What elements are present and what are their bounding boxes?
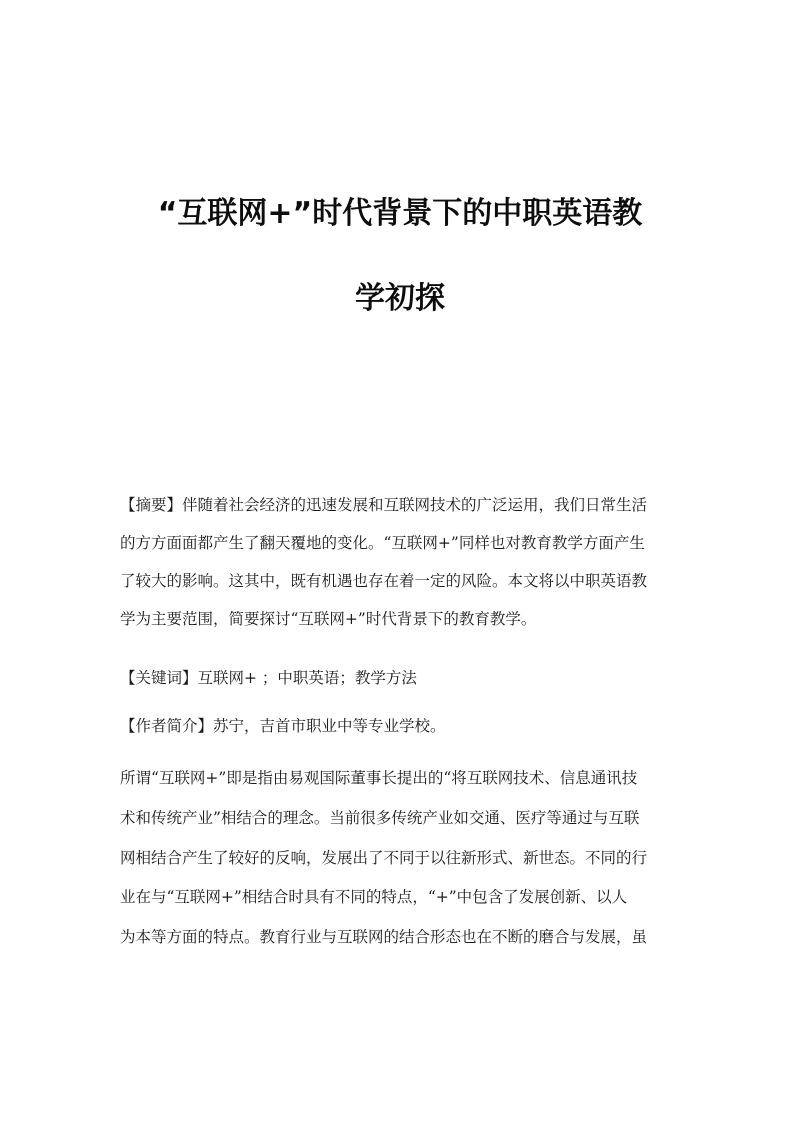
body-line: 为本等方面的特点。教育行业与互联网的结合形态也在不断的磨合与发展，虽 xyxy=(120,928,648,946)
abstract-line: 【摘要】伴随着社会经济的迅速发展和互联网技术的广泛运用，我们日常生活 xyxy=(120,496,648,514)
body-line: 术和传统产业”相结合的理念。当前很多传统产业如交通、医疗等通过与互联 xyxy=(120,809,640,827)
body-line: 所谓“互联网+”即是指由易观国际董事长提出的“将互联网技术、信息通讯技 xyxy=(120,769,638,787)
abstract-line: 了较大的影响。这其中，既有机遇也存在着一定的风险。本文将以中职英语教 xyxy=(120,572,648,590)
document-title-line-1: “互联网+”时代背景下的中职英语教 xyxy=(157,196,643,231)
keywords-line: 【关键词】互联网+ ；中职英语；教学方法 xyxy=(120,669,417,687)
document-title-line-2: 学初探 xyxy=(355,281,445,316)
body-line: 网相结合产生了较好的反响，发展出了不同于以往新形式、新世态。不同的行 xyxy=(120,849,648,867)
abstract-line: 的方方面面都产生了翻天覆地的变化。“互联网+”同样也对教育教学方面产生 xyxy=(120,534,645,552)
author-line: 【作者简介】苏宁，吉首市职业中等专业学校。 xyxy=(120,717,446,735)
body-line: 业在与“互联网+”相结合时具有不同的特点，“+”中包含了发展创新、以人 xyxy=(120,888,628,906)
abstract-line: 学为主要范围，简要探讨“互联网+”时代背景下的教育教学。 xyxy=(120,610,537,628)
